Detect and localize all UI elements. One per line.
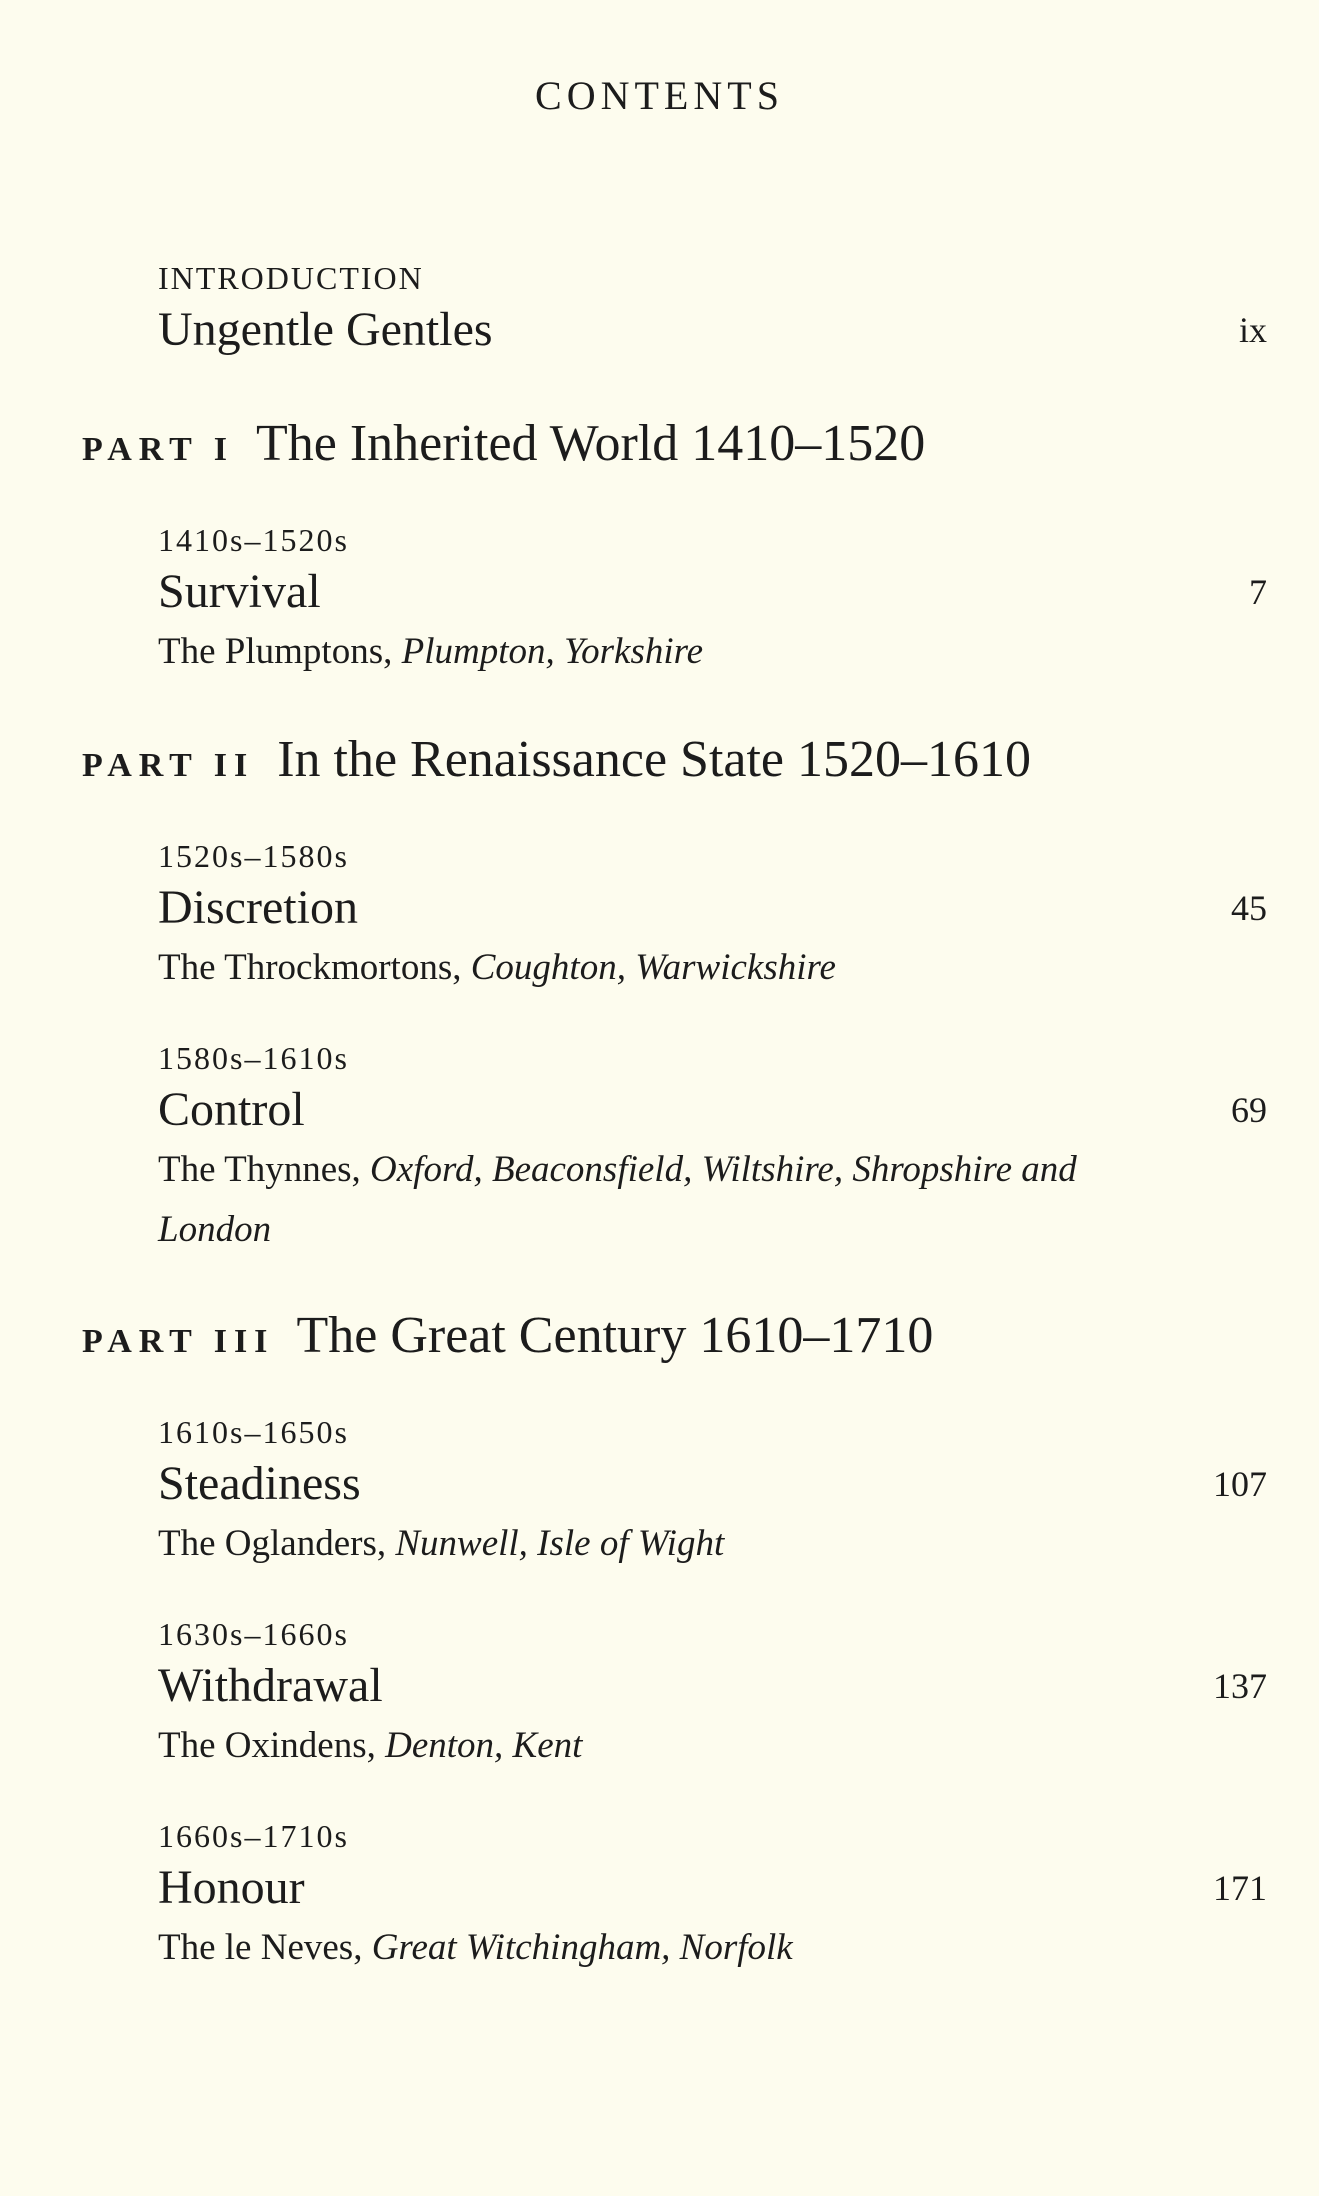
- entry-dates: 1410s–1520s: [158, 522, 349, 558]
- toc-entry-steadiness[interactable]: [158, 1410, 1267, 1574]
- entry-page-number: 171: [1213, 1868, 1267, 1908]
- part-label: PART III: [82, 1323, 275, 1360]
- entry-family: [158, 938, 1158, 998]
- toc-entry-honour[interactable]: [158, 1814, 1267, 1978]
- entry-dates: 1660s–1710s: [158, 1818, 349, 1854]
- entry-title-text: Discretion: [158, 881, 358, 934]
- entry-title-text: Honour: [158, 1861, 305, 1914]
- family-places: Nunwell, Isle of Wight: [395, 1523, 725, 1564]
- part-heading-1: [82, 414, 925, 473]
- family-places: Denton, Kent: [385, 1725, 583, 1766]
- entry-dates: 1580s–1610s: [158, 1040, 349, 1076]
- family-name: The Throckmortons,: [158, 947, 462, 988]
- entry-kicker: INTRODUCTION: [158, 260, 424, 296]
- family-name: The Oglanders,: [158, 1523, 387, 1564]
- entry-title-text: Ungentle Gentles: [158, 303, 493, 356]
- part-label: PART I: [82, 431, 234, 468]
- entry-family: [158, 1918, 1158, 1978]
- part-title: In the Renaissance State 1520–1610: [277, 731, 1032, 788]
- entry-family: [158, 1716, 1158, 1776]
- toc-entry-withdrawal[interactable]: [158, 1612, 1267, 1776]
- entry-dates: 1630s–1660s: [158, 1616, 349, 1652]
- toc-entry-control[interactable]: [158, 1036, 1267, 1260]
- family-name: The le Neves,: [158, 1927, 363, 1968]
- family-name: The Plumptons,: [158, 631, 393, 672]
- toc-entry-survival[interactable]: [158, 518, 1267, 682]
- family-places: Coughton, Warwickshire: [470, 947, 836, 988]
- part-heading-2: [82, 730, 1031, 789]
- part-heading-3: [82, 1306, 933, 1365]
- entry-dates: 1520s–1580s: [158, 838, 349, 874]
- entry-title-text: Control: [158, 1083, 305, 1136]
- entry-title: [158, 300, 1267, 360]
- entry-title: [158, 1454, 1267, 1514]
- entry-title: [158, 1858, 1267, 1918]
- entry-page-number: 137: [1213, 1666, 1267, 1706]
- family-name: The Oxindens,: [158, 1725, 376, 1766]
- part-title: The Inherited World 1410–1520: [256, 415, 926, 472]
- entry-family: [158, 622, 1158, 682]
- entry-page-number: 69: [1231, 1090, 1267, 1130]
- part-title: The Great Century 1610–1710: [296, 1307, 934, 1364]
- family-places: Oxford, Beaconsfield, Wiltshire, Shropshire and London: [158, 1149, 1077, 1250]
- entry-title: [158, 1656, 1267, 1716]
- entry-family: [158, 1514, 1158, 1574]
- family-places: Plumpton, Yorkshire: [401, 631, 704, 672]
- part-label: PART II: [82, 747, 255, 784]
- entry-family: [158, 1140, 1158, 1260]
- family-name: The Thynnes,: [158, 1149, 361, 1190]
- toc-entry-discretion[interactable]: [158, 834, 1267, 998]
- entry-title: [158, 1080, 1267, 1140]
- entry-title-text: Withdrawal: [158, 1659, 383, 1712]
- toc-entry-introduction[interactable]: [158, 256, 1267, 360]
- entry-page-number: 45: [1231, 888, 1267, 928]
- entry-page-number: 107: [1213, 1464, 1267, 1504]
- entry-title: [158, 562, 1267, 622]
- page-title: CONTENTS: [535, 73, 784, 118]
- entry-title: [158, 878, 1267, 938]
- family-places: Great Witchingham, Norfolk: [371, 1927, 793, 1968]
- entry-page-number: 7: [1249, 572, 1267, 612]
- entry-page-number: ix: [1238, 310, 1267, 350]
- entry-title-text: Steadiness: [158, 1457, 361, 1510]
- entry-title-text: Survival: [158, 565, 321, 618]
- entry-dates: 1610s–1650s: [158, 1414, 349, 1450]
